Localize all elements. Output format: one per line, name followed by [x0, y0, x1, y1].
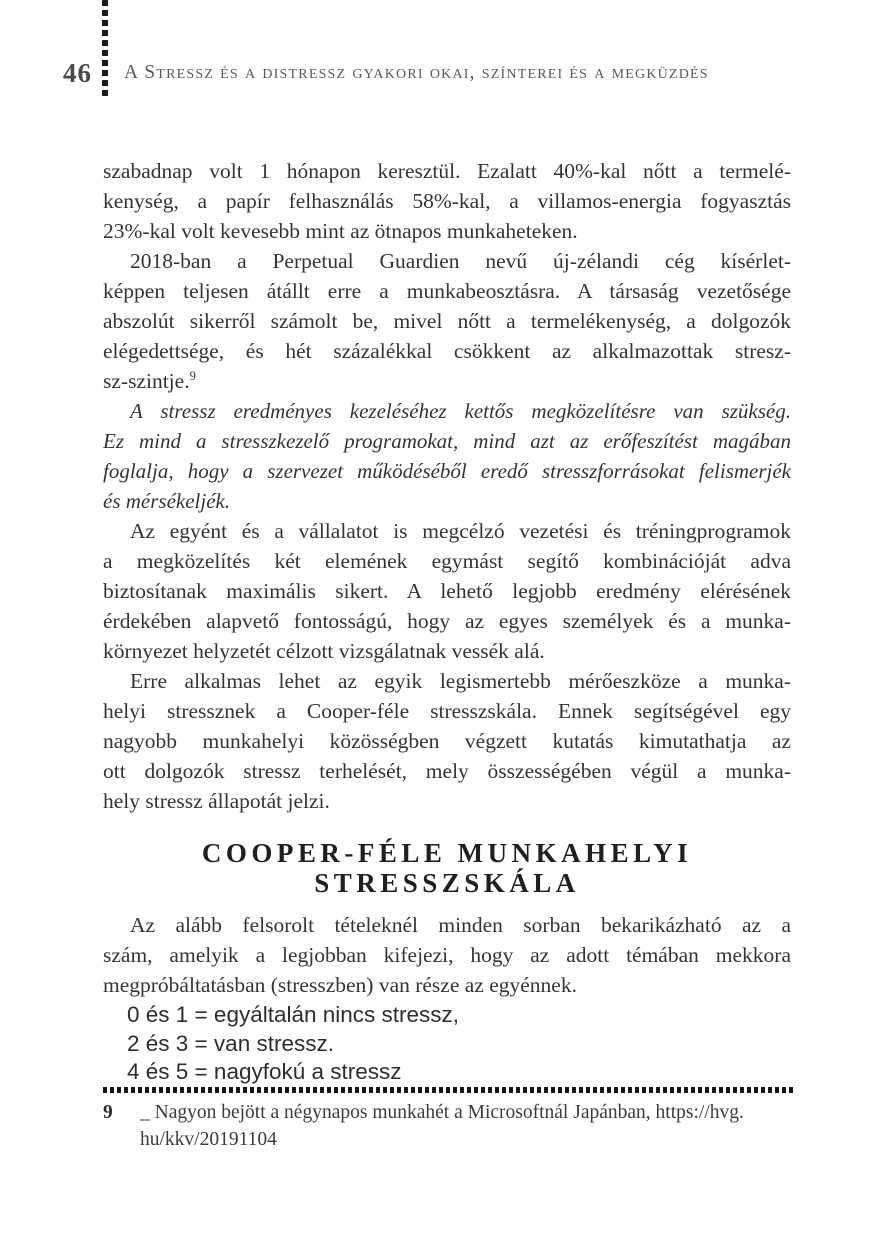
paragraph	[103, 156, 791, 246]
footnote-line: hu/kkv/20191104	[140, 1129, 277, 1150]
body-line: foglalja, hogy a szervezet működéséből eredő stresszforrásokat felismerjék	[103, 459, 791, 483]
running-header: A Stressz és a distressz gyakori okai, színterei és a megküzdés	[124, 62, 709, 83]
footnote-text	[140, 1099, 793, 1153]
paragraph	[103, 910, 791, 1000]
text-column	[103, 156, 791, 1087]
footnote-line: _ Nagyon bejött a négynapos munkahét a Microsoftnál Japánban, https://hvg.	[140, 1102, 744, 1123]
section-heading	[103, 838, 791, 898]
body-line: szabadnap volt 1 hónapon keresztül. Ezalatt 40%-kal nőtt a termelé-	[103, 159, 791, 183]
paragraph	[103, 246, 791, 396]
body-line: Az egyént és a vállalatot is megcélzó vezetési és tréningprogramok	[130, 519, 791, 543]
body-line: biztosítanak maximális sikert. A lehető legjobb eredmény elérésének	[103, 579, 791, 603]
body-line	[103, 366, 791, 396]
body-line: hely stressz állapotát jelzi.	[103, 789, 330, 813]
body-line: környezet helyzetét célzott vizsgálatnak vessék alá.	[103, 639, 545, 663]
footnote-number: 9	[103, 1102, 113, 1123]
body-line: Ez mind a stresszkezelő programokat, mind azt az erőfeszítést magában	[103, 429, 791, 453]
paragraph	[103, 666, 791, 816]
scale-legend-item: 4 és 5 = nagyfokú a stressz	[127, 1059, 402, 1084]
body-line: érdekében alapvető fontosságú, hogy az egyes személyek és a munka-	[103, 609, 791, 633]
body-line: szám, amelyik a legjobban kifejezi, hogy az adott témában mekkora	[103, 943, 791, 967]
body-line: Erre alkalmas lehet az egyik legismertebb mérőeszköze a munka-	[130, 669, 791, 693]
body-line: kenység, a papír felhasználás 58%-kal, a villamos-energia fogyasztás	[103, 189, 791, 213]
footnote-reference: 9	[189, 368, 196, 383]
body-line: ott dolgozók stressz terhelését, mely összességében végül a munka-	[103, 759, 791, 783]
body-line: Az alább felsorolt tételeknél minden sorban bekarikázható az a	[130, 913, 791, 937]
body-line: abszolút sikerről számolt be, mivel nőtt a termelékenység, a dolgozók	[103, 309, 791, 333]
body-line: helyi stressznek a Cooper-féle stresszskála. Ennek segítségével egy	[103, 699, 791, 723]
section-heading-line: COOPER-FÉLE MUNKAHELYI	[201, 838, 693, 868]
body-line: elégedettsége, és hét százalékkal csökkent az alkalmazottak stresz-	[103, 339, 791, 363]
section-heading-line: STRESSZSKÁLA	[314, 868, 580, 898]
paragraph-italic	[103, 396, 791, 516]
body-line: 2018-ban a Perpetual Guardien nevű új-zélandi cég kísérlet-	[130, 249, 791, 273]
body-line: képpen teljesen átállt erre a munkabeosztásra. A társaság vezetősége	[103, 279, 791, 303]
body-line: a megközelítés két elemének egymást segítő kombinációját adva	[103, 549, 791, 573]
margin-dotted-rule	[102, 0, 108, 99]
body-line: 23%-kal volt kevesebb mint az ötnapos munkaheteken.	[103, 219, 578, 243]
footnote-separator	[103, 1087, 793, 1093]
stress-scale-legend	[103, 1001, 791, 1087]
page-number: 46	[63, 58, 92, 88]
scale-legend-item: 0 és 1 = egyáltalán nincs stressz,	[127, 1002, 460, 1027]
footnote	[103, 1099, 793, 1153]
body-line-text: sz-szintje.	[103, 369, 190, 393]
body-line: nagyobb munkahelyi közösségben végzett kutatás kimutathatja az	[103, 729, 791, 753]
paragraph	[103, 516, 791, 666]
body-line: megpróbáltatásban (stresszben) van része az egyénnek.	[103, 973, 577, 997]
body-line: és mérsékeljék.	[103, 489, 231, 513]
scale-legend-item: 2 és 3 = van stressz.	[127, 1030, 334, 1056]
body-line: A stressz eredményes kezeléséhez kettős megközelítésre van szükség.	[130, 399, 791, 423]
